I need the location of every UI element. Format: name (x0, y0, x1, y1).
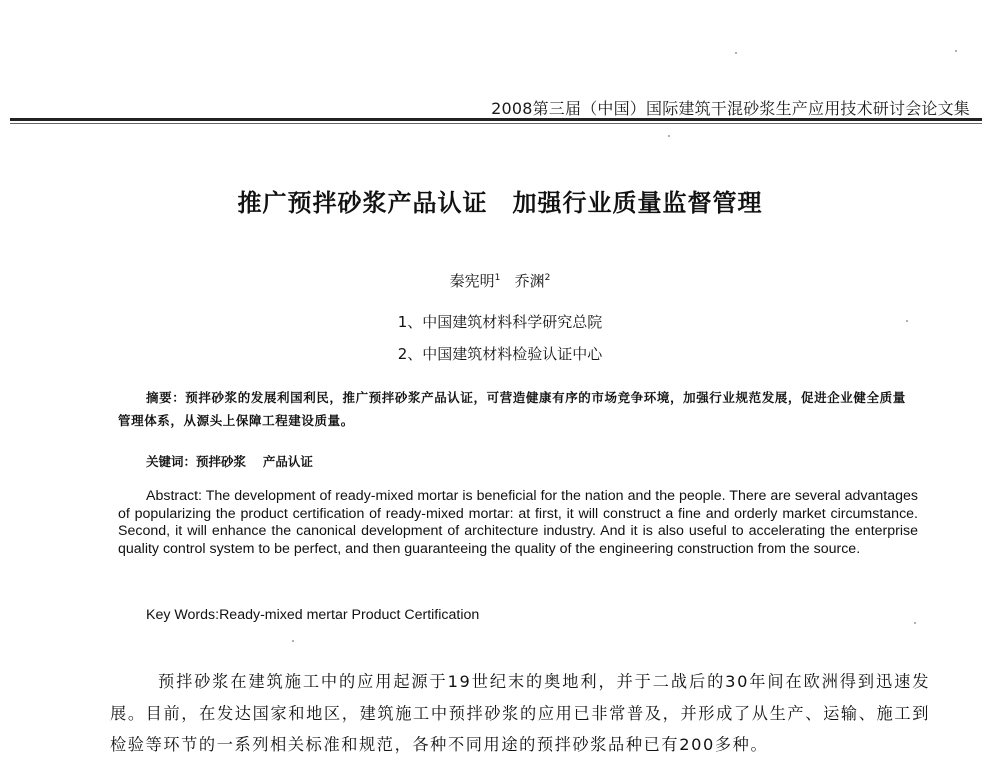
scan-speck (955, 50, 957, 52)
header-rule-thin (10, 123, 982, 124)
author-affil-mark: 1 (494, 273, 501, 283)
paper-title: 推广预拌砂浆产品认证 加强行业质量监督管理 (237, 189, 763, 217)
scan-speck (735, 52, 737, 54)
scan-speck (668, 135, 670, 137)
affiliation-2: 2、中国建筑材料检验认证中心 (397, 345, 603, 363)
keywords-english: Key Words:Ready-mixed mertar Product Certification (146, 607, 480, 623)
abstract-english: Abstract: The development of ready-mixed mortar is beneficial for the nation and the people. There are several advantages of popularizing the product certification of ready-mixed mortar: at first, it will construct a fine and orderly market circumstance. Second, it will enhance the canonical development of architecture industry. And it is also useful to accelerating the enterprise quality control system to be perfect, and then guaranteeing the quality of the engineering construction from the source. (118, 488, 918, 557)
body-paragraph: 预拌砂浆在建筑施工中的应用起源于19世纪末的奥地利，并于二战后的30年间在欧洲得到迅速发展。目前，在发达国家和地区，建筑施工中预拌砂浆的应用已非常普及，并形成了从生产、运输、施工到检验等环节的一系列相关标准和规范，各种不同用途的预拌砂浆品种已有200多种。 (110, 672, 930, 754)
keywords-chinese: 关键词：预拌砂浆 产品认证 (146, 454, 313, 469)
header-rule (10, 118, 982, 121)
author-name: 乔渊 (514, 272, 545, 290)
affiliation-1: 1、中国建筑材料科学研究总院 (397, 313, 603, 331)
scan-speck (292, 640, 294, 642)
scan-speck (914, 622, 916, 624)
author-affil-mark: 2 (544, 273, 551, 283)
author-name: 秦宪明 (449, 272, 495, 290)
running-header: 2008第三届（中国）国际建筑干混砂浆生产应用技术研讨会论文集 (491, 99, 970, 118)
scan-speck (906, 320, 908, 322)
abstract-chinese: 摘要：预拌砂浆的发展利国利民，推广预拌砂浆产品认证，可营造健康有序的市场竞争环境，加强行业规范发展，促进企业健全质量管理体系，从源头上保障工程建设质量。 (118, 390, 906, 428)
author-line (0, 270, 1000, 291)
